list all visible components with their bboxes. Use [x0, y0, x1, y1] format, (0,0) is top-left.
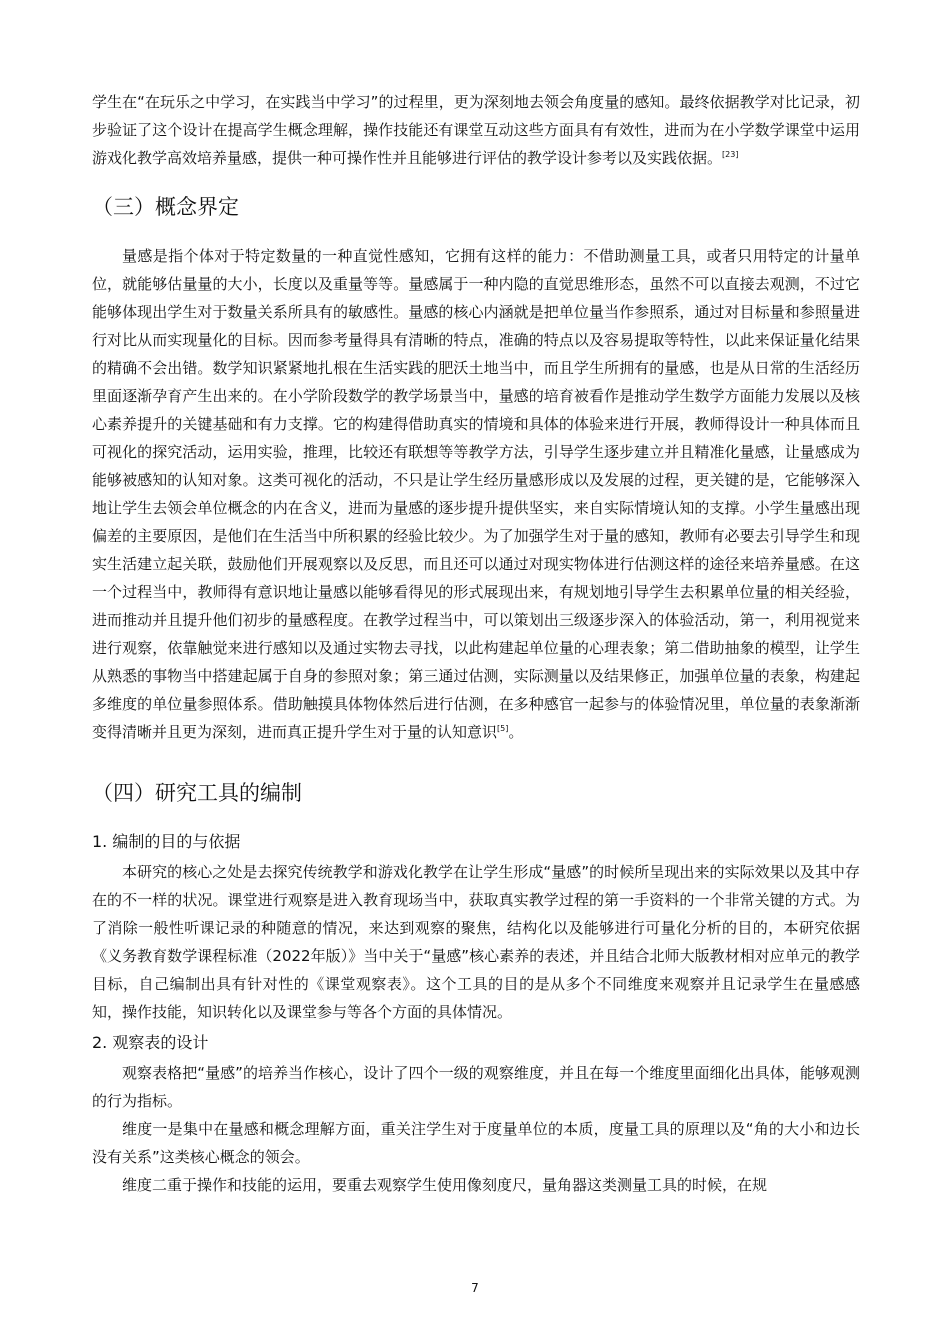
concept-definition-text: 量感是指个体对于特定数量的一种直觉性感知，它拥有这样的能力：不借助测量工具，或者只用特定的计量单位，就能够估量量的大小，长度以及重量等等。量感属于一种内隐的直觉思维形态，虽然不可以直接去观测，不过它能够体现出学生对于数量关系所具有的敏感性。量感的核心内涵就是把单位量当作参照系，通过对目标量和参照量进行对比从而实现量化的目标。因而参考量得具有清晰的特点，准确的特点以及容易提取等特性，以此来保证量化结果的精确不会出错。数学知识紧紧地扎根在生活实践的肥沃土地当中，而且学生所拥有的量感，也是从日常的生活经历里面逐渐孕育产生出来的。在小学阶段数学的教学场景当中，量感的培育被看作是推动学生数学方面能力发展以及核心素养提升的关键基础和有力支撑。它的构建得借助真实的情境和具体的体验来进行开展，教师得设计一种具体而且可视化的探究活动，运用实验，推理，比较还有联想等等教学方法，引导学生逐步建立并且精准化量感，让量感成为能够被感知的认知对象。这类可视化的活动，不只是让学生经历量感形成以及发展的过程，更关键的是，它能够深入地让学生去领会单位概念的内在含义，进而为量感的逐步提升提供坚实，来自实际情境认知的支撑。小学生量感出现偏差的主要原因，是他们在生活当中所积累的经验比较少。为了加强学生对于量的感知，教师有必要去引导学生和现实生活建立起关联，鼓励他们开展观察以及反思，而且还可以通过对现实物体进行估测这样的途径来培养量感。在这一个过程当中，教师得有意识地让量感以能够看得见的形式展现出来，有规划地引导学生去积累单位量的相关经验，进而推动并且提升他们初步的量感程度。在教学过程当中，可以策划出三级逐步深入的体验活动，第一，利用视觉来进行观察，依靠触觉来进行感知以及通过实物去寻找，以此构建起单位量的心理表象；第二借助抽象的模型，让学生从熟悉的事物当中搭建起属于自身的参照对象；第三通过估测，实际测量以及结果修正，加强单位量的表象，构建起多维度的单位量参照体系。借助触摸具体物体然后进行估测，在多种感官一起参与的体验情况里，单位量的表象渐渐变得清晰并且更为深刻，进而真正提升学生对于量的认知意识	[92, 247, 860, 741]
subheading-observation-table-design: 2. 观察表的设计	[92, 1033, 209, 1052]
dimension-one-paragraph: 维度一是集中在量感和概念理解方面，重关注学生对于度量单位的本质，度量工具的原理以及“角的大小和边长没有关系”这类核心概念的领会。	[92, 1120, 860, 1166]
intro-text: 学生在“在玩乐之中学习，在实践当中学习”的过程里，更为深刻地去领会角度量的感知。最终依据教学对比记录，初步验证了这个设计在提高学生概念理解，操作技能还有课堂互动这些方面具有有效性，进而为在小学数学课堂中运用游戏化教学高效培养量感，提供一种可操作性并且能够进行评估的教学设计参考以及实践依据。	[92, 93, 860, 167]
section-heading-concept-definition: （三）概念界定	[92, 195, 239, 219]
subheading-purpose-basis: 1. 编制的目的与依据	[92, 832, 241, 851]
citation-ref: [23]	[722, 150, 739, 159]
concept-definition-paragraph	[92, 242, 860, 746]
paragraph-end-punct: 。	[508, 723, 524, 741]
purpose-basis-paragraph: 本研究的核心之处是去探究传统教学和游戏化教学在让学生形成“量感”的时候所呈现出来的实际效果以及其中存在的不一样的状况。课堂进行观察是进入教育现场当中，获取真实教学过程的第一手资料的一个非常关键的方式。为了消除一般性听课记录的种随意的情况，来达到观察的聚焦，结构化以及能够进行可量化分析的目的，本研究依据《义务教育数学课程标准（2022年版）》当中关于“量感”核心素养的表述，并且结合北师大版教材相对应单元的教学目标，自己编制出具有针对性的《课堂观察表》。这个工具的目的是从多个不同维度来观察并且记录学生在量感感知，操作技能，知识转化以及课堂参与等各个方面的具体情况。	[92, 863, 860, 1021]
section-heading-research-tools: （四）研究工具的编制	[92, 781, 302, 805]
citation-ref: [5]	[497, 724, 509, 733]
page-number: 7	[471, 1281, 479, 1295]
intro-paragraph	[92, 88, 860, 172]
observation-design-paragraph: 观察表格把“量感”的培养当作核心，设计了四个一级的观察维度，并且在每一个维度里面细化出具体，能够观测的行为指标。	[92, 1064, 860, 1110]
dimension-two-paragraph: 维度二重于操作和技能的运用，要重去观察学生使用像刻度尺，量角器这类测量工具的时候，在规	[122, 1176, 768, 1194]
page-body	[92, 88, 860, 1199]
